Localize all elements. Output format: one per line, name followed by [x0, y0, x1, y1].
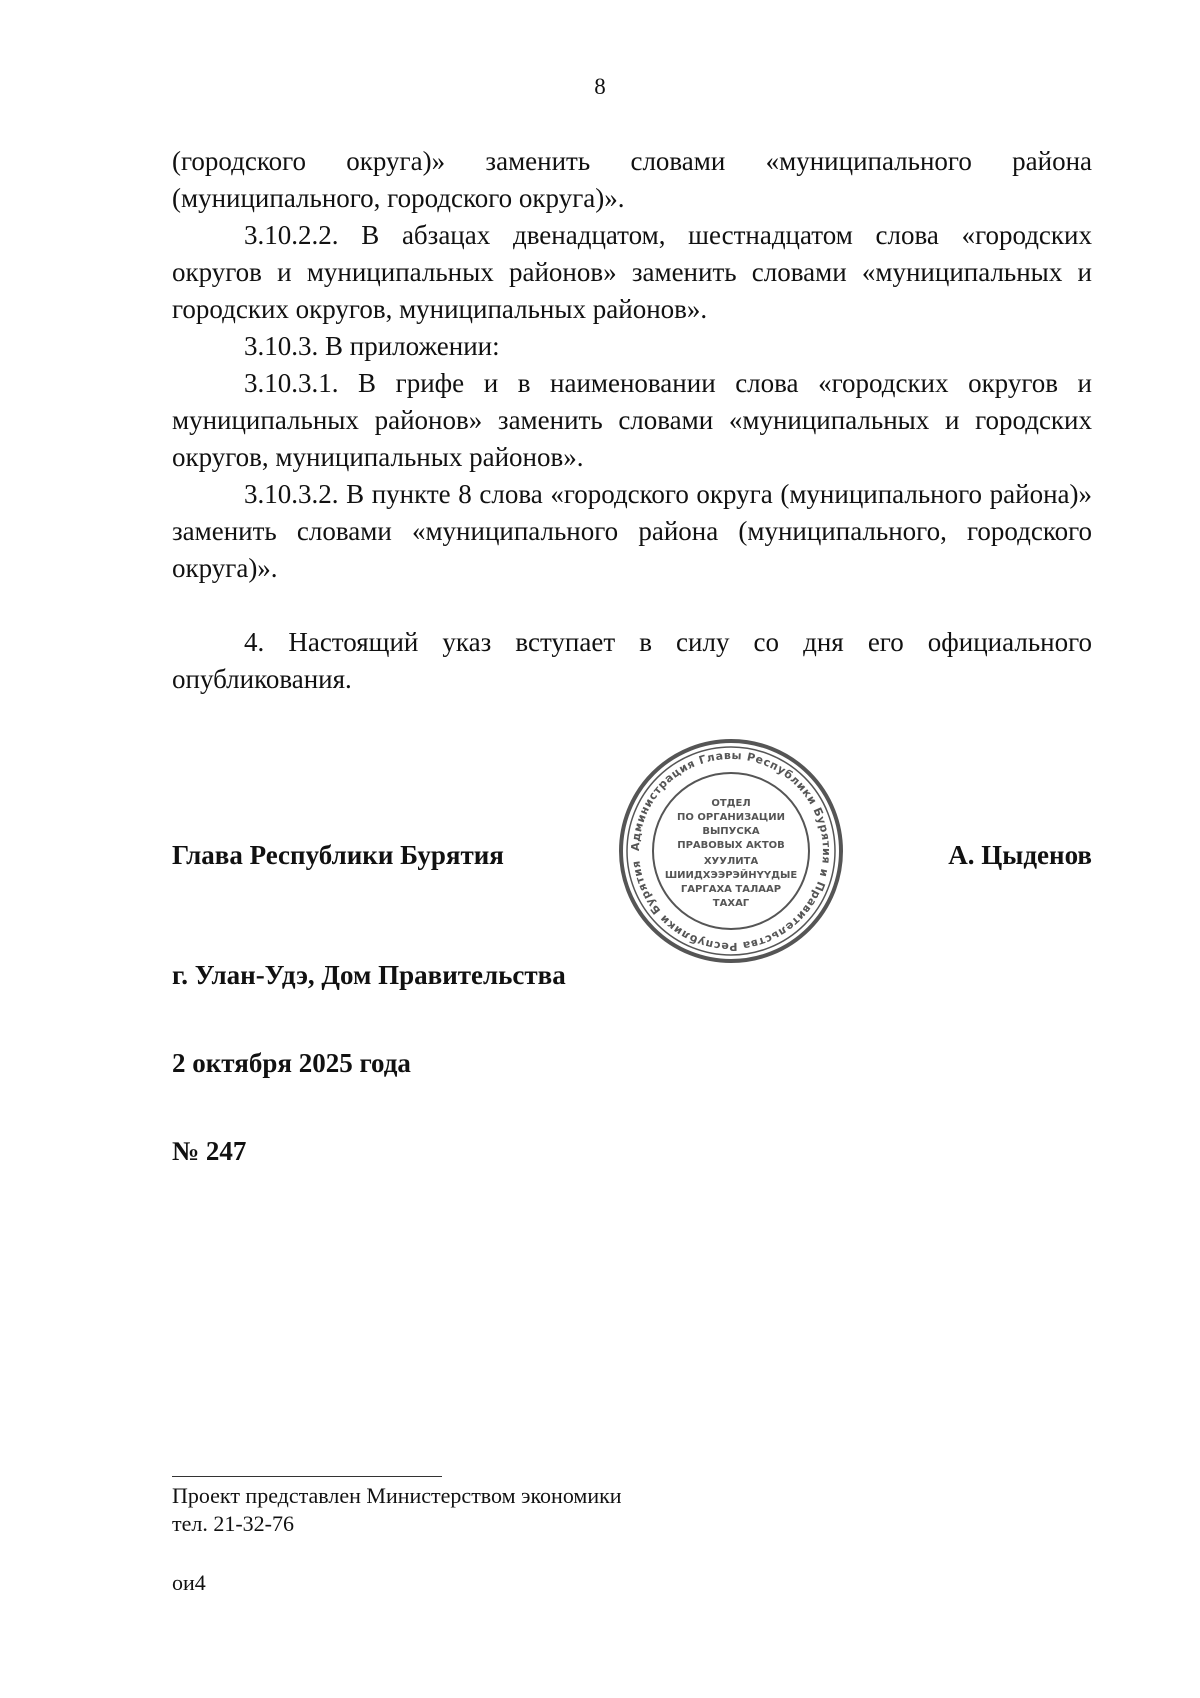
svg-text:ШИИДХЭЭРЭЙНҮҮДЫЕ: ШИИДХЭЭРЭЙНҮҮДЫЕ: [664, 870, 798, 881]
paragraph-3-10-3-2: 3.10.3.2. В пункте 8 слова «городского округа (муниципального района)» заменить словами «муниципального района (муниципального, городского округа)».: [172, 479, 1092, 583]
official-seal: [616, 736, 846, 966]
page-number: 8: [594, 74, 606, 99]
seal-outer-text: Администрация Главы Республики Бурятия и Правительства Республики Бурятия: [628, 748, 834, 954]
footnote-phone: тел. 21-32-76: [172, 1511, 295, 1536]
svg-text:ВЫПУСКА: ВЫПУСКА: [702, 826, 760, 837]
decree-number: № 247: [172, 1136, 247, 1166]
signatory-name: А. Цыденов: [948, 840, 1092, 870]
svg-text:ГАРГАХА ТАЛААР: ГАРГАХА ТАЛААР: [680, 884, 782, 895]
paragraph-3-10-3-1: 3.10.3.1. В грифе и в наименовании слова «городских округов и муниципальных районов» заменить словами «муниципальных и городских округов, муниципальных районов».: [172, 368, 1092, 472]
paragraph-4: 4. Настоящий указ вступает в силу со дня его официального опубликования.: [172, 627, 1092, 694]
svg-text:ТАХАГ: ТАХАГ: [712, 898, 750, 909]
paragraph-3-10-2-2: 3.10.2.2. В абзацах двенадцатом, шестнадцатом слова «городских округов и муниципальных районов» заменить словами «муниципальных и городских округов, муниципальных районов».: [172, 220, 1092, 324]
seal-inner-text: [665, 798, 798, 909]
signing-date: 2 октября 2025 года: [172, 1048, 411, 1078]
document-code: ои4: [172, 1570, 206, 1595]
decree-body: [172, 143, 1092, 698]
svg-text:ХУУЛИТА: ХУУЛИТА: [703, 856, 759, 867]
svg-text:ПРАВОВЫХ АКТОВ: ПРАВОВЫХ АКТОВ: [677, 840, 785, 851]
paragraph-continuation: (городского округа)» заменить словами «муниципального района (муниципального, городского округа)».: [172, 146, 1092, 213]
footnote-divider: [172, 1476, 442, 1477]
svg-text:ОТДЕЛ: ОТДЕЛ: [711, 798, 751, 809]
footnote: [172, 1482, 622, 1538]
signing-place: г. Улан-Удэ, Дом Правительства: [172, 960, 566, 990]
paragraph-3-10-3: 3.10.3. В приложении:: [244, 331, 500, 361]
svg-text:ПО ОРГАНИЗАЦИИ: ПО ОРГАНИЗАЦИИ: [677, 812, 785, 823]
seal-outer-ring-inner: [627, 747, 835, 955]
signatory-position: Глава Республики Бурятия: [172, 840, 504, 870]
footnote-submitted-by: Проект представлен Министерством экономики: [172, 1483, 622, 1508]
